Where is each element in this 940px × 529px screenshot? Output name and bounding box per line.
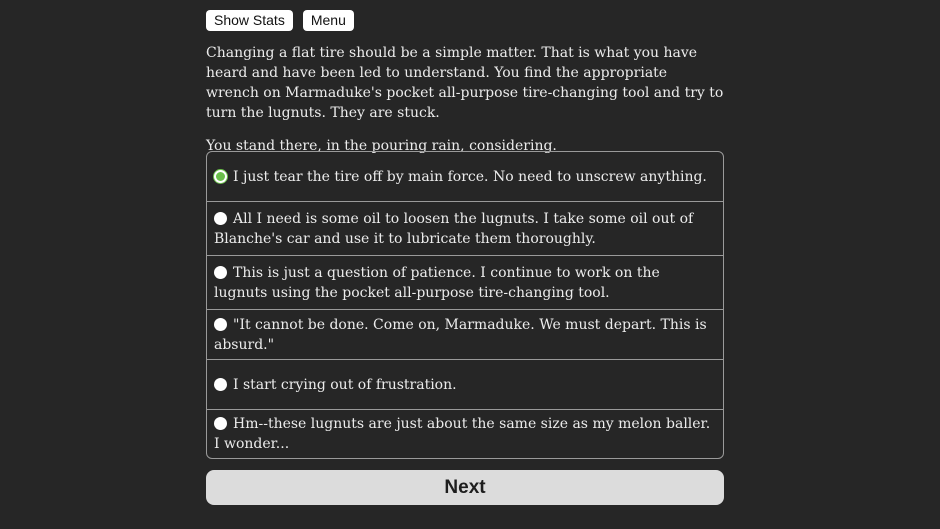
choice-label: All I need is some oil to loosen the lugnuts. I take some oil out of Blanche's car and use it to lubricate them thoroughly. (214, 210, 694, 247)
radio-button[interactable] (214, 318, 227, 331)
choice-label: This is just a question of patience. I continue to work on the lugnuts using the pocket all-purpose tire-changing tool. (214, 264, 660, 301)
choice-list (206, 151, 724, 459)
show-stats-button[interactable]: Show Stats (206, 10, 293, 31)
choice-option-1[interactable] (207, 152, 723, 201)
next-button[interactable]: Next (206, 470, 724, 505)
top-toolbar (206, 10, 354, 31)
choice-label: Hm--these lugnuts are just about the same size as my melon baller. I wonder... (214, 416, 711, 452)
choice-label: I just tear the tire off by main force. No need to unscrew anything. (233, 168, 707, 185)
choice-option-3[interactable] (207, 255, 723, 309)
menu-button[interactable]: Menu (303, 10, 354, 31)
choice-option-2[interactable] (207, 201, 723, 255)
story-paragraph: Changing a flat tire should be a simple matter. That is what you have heard and have been led to understand. You find the appropriate wrench on Marmaduke's pocket all-purpose tire-changing tool and try to turn the lugnuts. They are stuck. (206, 45, 724, 121)
radio-button[interactable] (214, 212, 227, 225)
radio-button[interactable] (214, 378, 227, 391)
choice-option-6[interactable] (207, 409, 723, 458)
radio-button[interactable] (214, 266, 227, 279)
radio-button[interactable] (214, 417, 227, 430)
choice-option-4[interactable] (207, 309, 723, 359)
choice-option-5[interactable] (207, 359, 723, 409)
choice-label: "It cannot be done. Come on, Marmaduke. We must depart. This is absurd." (214, 316, 707, 353)
choice-label: I start crying out of frustration. (233, 376, 457, 393)
story-paragraph: You stand there, in the pouring rain, considering. (206, 138, 557, 154)
radio-button[interactable] (214, 170, 227, 183)
